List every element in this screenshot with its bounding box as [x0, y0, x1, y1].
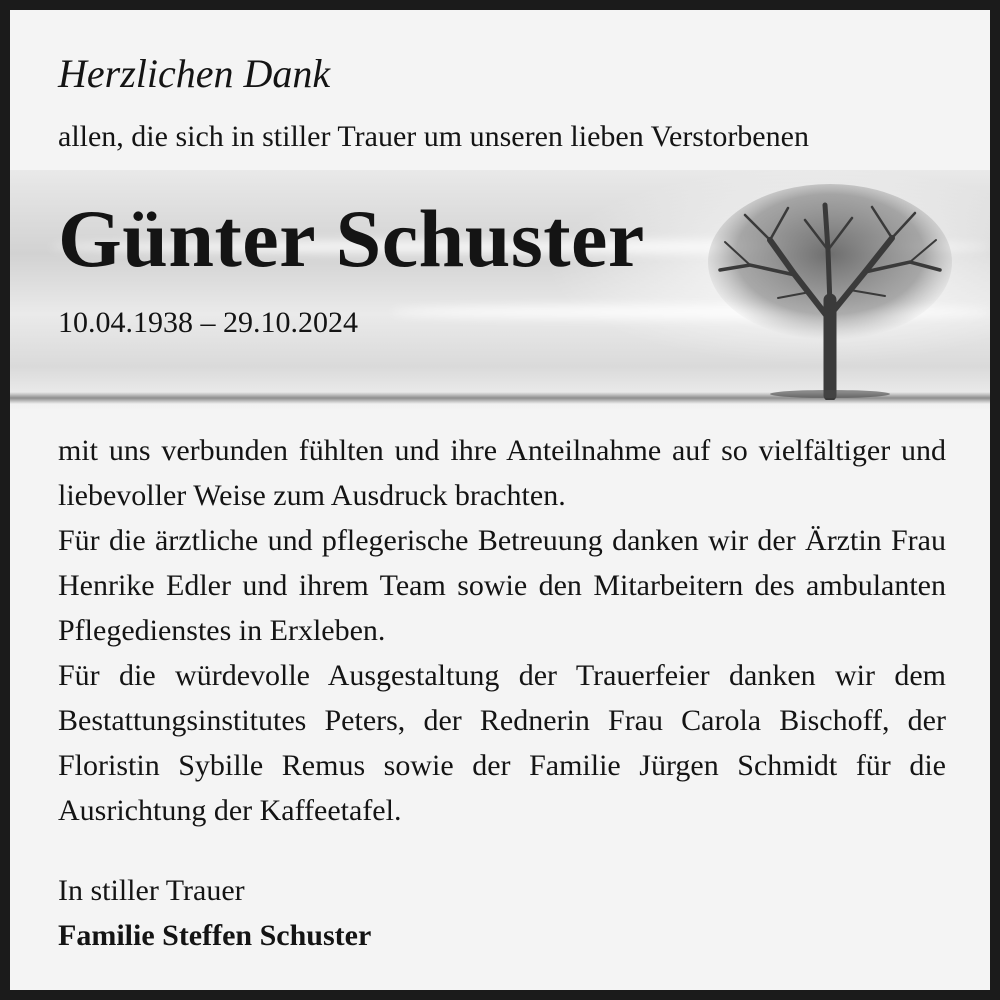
- closing-line: In stiller Trauer: [58, 874, 245, 907]
- paragraph: Für die würdevolle Ausgestaltung der Trauerfeier danken wir dem Bestattungsinstitutes Peters, der Rednerin Frau Carola Bischoff, der Floristin Sybille Remus sowie der Familie Jürgen Schmidt für die Ausrichtung der Kaffeetafel.: [58, 659, 946, 827]
- thanks-body: [58, 428, 946, 833]
- paragraph: Für die ärztliche und pflegerische Betreuung danken wir der Ärztin Frau Henrike Edler und ihrem Team sowie den Mitarbeitern des ambulanten Pflegedienstes in Erxleben.: [58, 524, 946, 647]
- family-signature: Familie Steffen Schuster: [58, 919, 372, 952]
- life-dates: 10.04.1938 – 29.10.2024: [58, 306, 358, 339]
- deceased-name: Günter Schuster: [58, 193, 645, 284]
- closing-block: [58, 868, 371, 958]
- paragraph: mit uns verbunden fühlten und ihre Anteilnahme auf so vielfältiger und liebevoller Weise zum Ausdruck brachten.: [58, 434, 946, 512]
- name-banner: [10, 170, 990, 410]
- heading-thanks: Herzlichen Dank: [58, 51, 331, 96]
- tree-icon: [700, 180, 960, 400]
- intro-text: allen, die sich in stiller Trauer um unseren lieben Verstorbenen: [58, 120, 809, 153]
